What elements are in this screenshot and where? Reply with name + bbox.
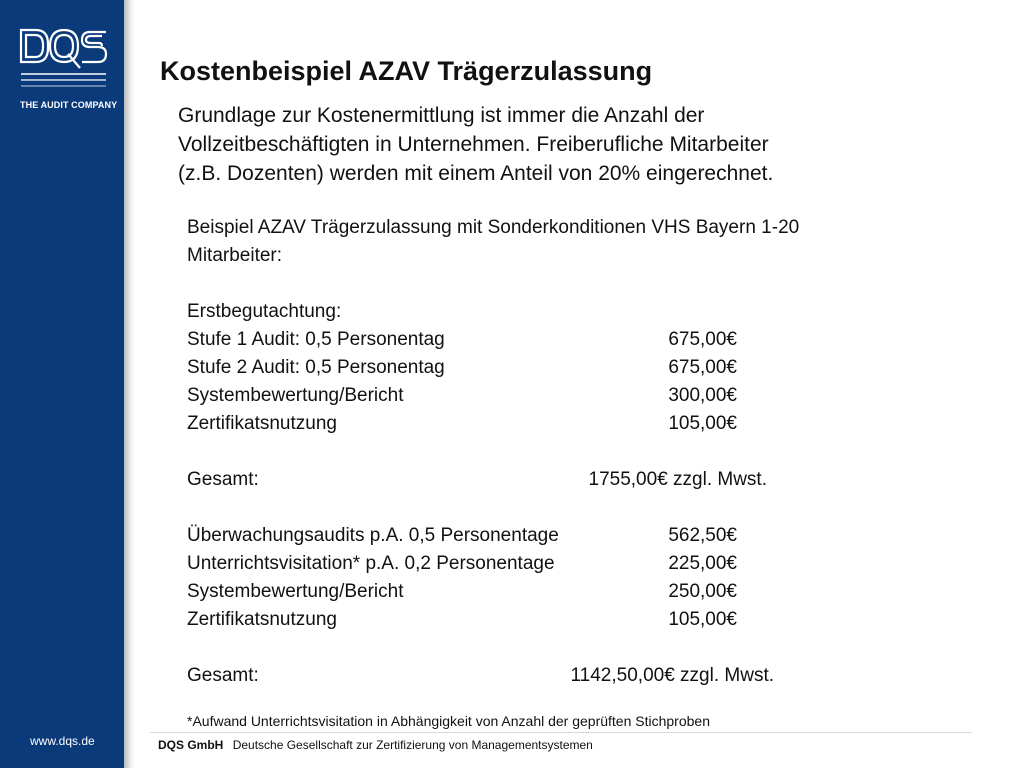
- footnote: *Aufwand Unterrichtsvisitation in Abhängigkeit von Anzahl der geprüften Stichproben: [187, 713, 710, 729]
- cost-amount: 675,00€: [668, 329, 737, 350]
- cost-amount: 300,00€: [668, 385, 737, 406]
- logo-tagline: THE AUDIT COMPANY: [20, 100, 118, 110]
- initial-total-row: [187, 466, 977, 494]
- cost-label: Stufe 2 Audit: 0,5 Personentag: [187, 357, 445, 378]
- cost-label: Überwachungsaudits p.A. 0,5 Personentage: [187, 525, 559, 546]
- cost-row: [187, 578, 977, 606]
- intro-paragraph: [178, 101, 968, 188]
- intro-line: Grundlage zur Kostenermittlung ist immer die Anzahl der: [178, 104, 705, 127]
- total-amount: 1755,00€ zzgl. Mwst.: [588, 469, 767, 490]
- cost-row: [187, 354, 977, 382]
- cost-amount: 562,50€: [668, 525, 737, 546]
- cost-row: [187, 606, 977, 634]
- cost-label: Zertifikatsnutzung: [187, 609, 337, 630]
- surveillance-total-row: [187, 662, 977, 690]
- initial-heading: Erstbegutachtung:: [187, 301, 342, 322]
- dqs-logo: [18, 24, 110, 94]
- footer-divider: [150, 732, 972, 733]
- cost-amount: 225,00€: [668, 553, 737, 574]
- slide-title: Kostenbeispiel AZAV Trägerzulassung: [160, 56, 653, 86]
- cost-row: [187, 326, 977, 354]
- intro-line: (z.B. Dozenten) werden mit einem Anteil von 20% eingerechnet.: [178, 162, 774, 185]
- cost-amount: 105,00€: [668, 609, 737, 630]
- footer-company: DQS GmbH: [158, 738, 224, 752]
- example-heading-line: Beispiel AZAV Trägerzulassung mit Sonderkonditionen VHS Bayern 1-20: [187, 217, 800, 238]
- cost-label: Stufe 1 Audit: 0,5 Personentag: [187, 329, 445, 350]
- sidebar-shadow: [124, 0, 134, 768]
- cost-amount: 250,00€: [668, 581, 737, 602]
- cost-label: Zertifikatsnutzung: [187, 413, 337, 434]
- sidebar: [0, 0, 124, 768]
- cost-row: [187, 550, 977, 578]
- total-label: Gesamt:: [187, 469, 259, 490]
- cost-amount: 105,00€: [668, 413, 737, 434]
- intro-line: Vollzeitbeschäftigten in Unternehmen. Freiberufliche Mitarbeiter: [178, 133, 769, 156]
- total-label: Gesamt:: [187, 665, 259, 686]
- cost-amount: 675,00€: [668, 357, 737, 378]
- cost-row: [187, 410, 977, 438]
- cost-label: Unterrichtsvisitation* p.A. 0,2 Personentage: [187, 553, 555, 574]
- cost-row: [187, 522, 977, 550]
- cost-example: [187, 214, 977, 690]
- example-heading-line: Mitarbeiter:: [187, 245, 283, 266]
- footer-description: Deutsche Gesellschaft zur Zertifizierung von Managementsystemen: [232, 738, 593, 752]
- total-amount: 1142,50,00€ zzgl. Mwst.: [570, 665, 774, 686]
- cost-row: [187, 382, 977, 410]
- cost-label: Systembewertung/Bericht: [187, 385, 404, 406]
- footer: [158, 738, 593, 752]
- website-link[interactable]: www.dqs.de: [30, 734, 95, 748]
- cost-label: Systembewertung/Bericht: [187, 581, 404, 602]
